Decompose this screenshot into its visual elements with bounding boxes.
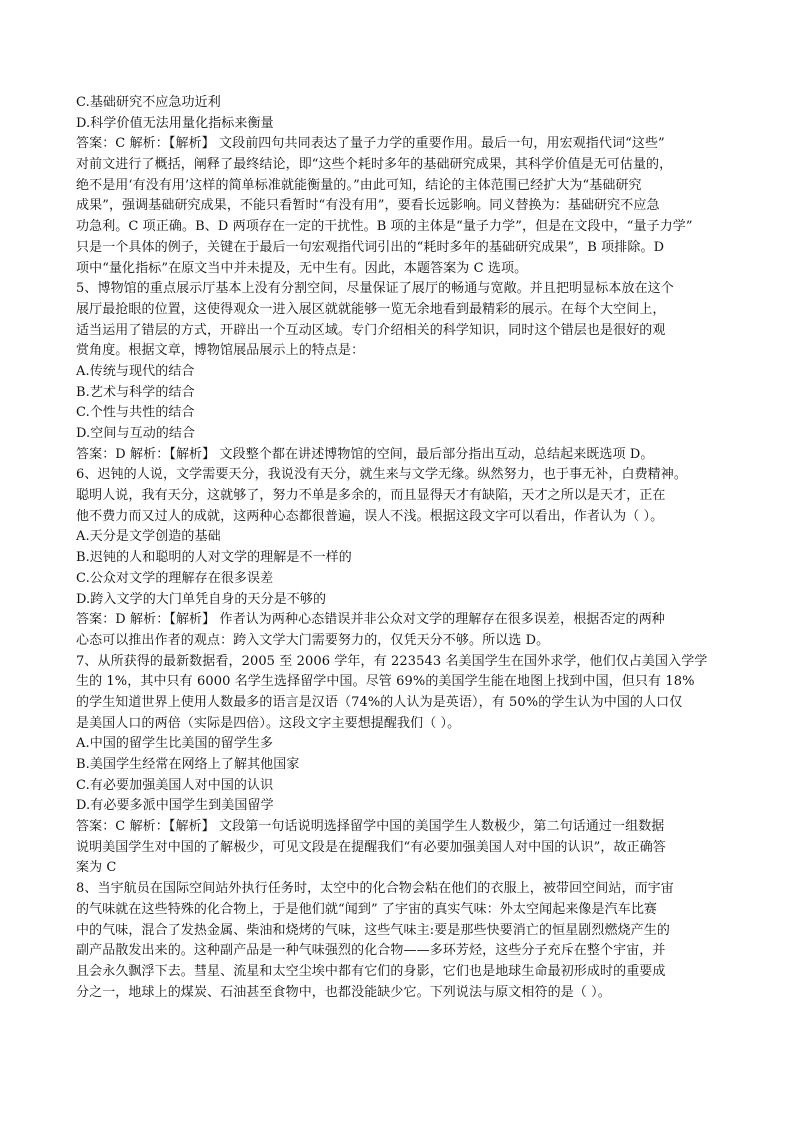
option-a: A.中国的留学生比美国的留学生多 bbox=[76, 736, 274, 752]
answer-line: 绝不是用‘有没有用’这样的简单标准就能衡量的。”由此可知，结论的主体范围已经扩大为“基础研究 bbox=[76, 177, 642, 193]
option-c: C.基础研究不应急功近利 bbox=[76, 95, 221, 110]
question-7-line: 的学生知道世界上使用人数最多的语言是汉语（74%的人认为是英语），有 50%的学生认为中国的人口仅 bbox=[76, 694, 683, 710]
answer-line: 案为 C bbox=[76, 860, 117, 876]
option-b: B.美国学生经常在网络上了解其他国家 bbox=[76, 757, 300, 772]
question-8-line: 副产品散发出来的。这种副产品是一种气味强烈的化合物——多环芳烃，这些分子充斥在整个宇宙，并 bbox=[76, 943, 666, 959]
question-7-line: 是美国人口的两倍（实际是四倍）。这段文字主要想提醒我们（ ）。 bbox=[76, 715, 461, 731]
question-5-line: 适当运用了错层的方式，开辟出一个互动区域。专门介绍相关的科学知识，同时这个错层也是很好的观 bbox=[76, 322, 666, 338]
answer-line: 项中“量化指标”在原文当中并未提及，无中生有。因此，本题答案为 C 选项。 bbox=[76, 260, 528, 276]
answer-line: 答案：C 解析：【解析】 文段前四句共同表达了量子力学的重要作用。最后一句，用宏观指代词“这些” bbox=[76, 136, 665, 152]
question-5-line: 5、博物馆的重点展示厅基本上没有分割空间，尽量保证了展厅的畅通与宽敞。并且把明显标本放在这个 bbox=[76, 281, 674, 297]
question-8-line: 分之一，地球上的煤炭、石油甚至食物中，也都没能缺少它。下列说法与原文相符的是（ ）。 bbox=[76, 984, 611, 1000]
option-c: C.个性与共性的结合 bbox=[76, 405, 195, 421]
answer-line: 只是一个具体的例子，关键在于最后一句宏观指代词引出的“耗时多年的基础研究成果”，B 项排除。D bbox=[76, 239, 665, 255]
option-a: A.传统与现代的结合 bbox=[76, 363, 195, 379]
option-c: C.有必要加强美国人对中国的认识 bbox=[76, 777, 274, 793]
option-a: A.天分是文学创造的基础 bbox=[76, 529, 221, 545]
answer-line: 心态可以推出作者的观点：跨入文学大门需要努力的，仅凭天分不够。所以选 D。 bbox=[76, 632, 550, 648]
answer-line: 功急利。C 项正确。B、D 两项存在一定的干扰性。B 项的主体是“量子力学”，但是在文段中，“量子力学” bbox=[76, 219, 693, 235]
question-8-line: 且会永久飘浮下去。彗星、流星和太空尘埃中都有它们的身影，它们也是地球生命最初形成时的重要成 bbox=[76, 963, 666, 979]
answer-line: 成果”，强调基础研究成果，不能只看暂时“有没有用”，要看长远影响。同义替换为：基础研究不应急 bbox=[76, 198, 660, 214]
answer-line: 答案：D 解析：【解析】 文段整个都在讲述博物馆的空间，最后部分指出互动，总结起来既选项 D。 bbox=[76, 446, 654, 462]
option-d: D.跨入文学的大门单凭自身的天分是不够的 bbox=[76, 591, 327, 607]
answer-line: 答案：C 解析：【解析】 文段第一句话说明选择留学中国的美国学生人数极少，第二句话通过一组数据 bbox=[76, 819, 665, 835]
option-c: C.公众对文学的理解存在很多误差 bbox=[76, 570, 274, 586]
option-b: B.艺术与科学的结合 bbox=[76, 384, 195, 400]
question-6-line: 聪明人说，我有天分，这就够了，努力不单是多余的，而且显得天才有缺陷，天才之所以是天才，正在 bbox=[76, 488, 666, 504]
question-8-line: 中的气味，混合了发热金属、柴油和烧烤的气味，这些气味主:要是那些快要消亡的恒星剧烈燃烧产生的 bbox=[76, 922, 670, 938]
question-5-line: 赏角度。根据文章，博物馆展品展示上的特点是： bbox=[76, 343, 365, 359]
option-d: D.有必要多派中国学生到美国留学 bbox=[76, 798, 274, 814]
option-d: D.科学价值无法用量化指标来衡量 bbox=[76, 115, 274, 131]
answer-line: 答案：D 解析：【解析】 作者认为两种心态错误并非公众对文学的理解存在很多误差，根据否定的两种 bbox=[76, 612, 665, 628]
answer-line: 对前文进行了概括，阐释了最终结论，即“这些个耗时多年的基础研究成果，其科学价值是无可估量的， bbox=[76, 157, 673, 173]
option-d: D.空间与互动的结合 bbox=[76, 426, 196, 441]
question-7-line: 生的 1%，其中只有 6000 名学生选择留学中国。尽管 69%的美国学生能在地图上找到中国，但只有 18% bbox=[76, 674, 695, 690]
option-b: B.迟钝的人和聪明的人对文学的理解是不一样的 bbox=[76, 550, 352, 566]
question-5-line: 展厅最抢眼的位置，这使得观众一进入展区就就能够一览无余地看到最精彩的展示。在每个大空间上， bbox=[76, 301, 666, 317]
answer-line: 说明美国学生对中国的了解极少，可见文段是在提醒我们“有必要加强美国人对中国的认识”，故正确答 bbox=[76, 839, 666, 855]
question-7-line: 7、从所获得的最新数据看，2005 至 2006 学年，有 223543 名美国学生在国外求学，他们仅占美国入学学 bbox=[76, 653, 708, 669]
document-text bbox=[76, 93, 728, 1003]
question-6-line: 6、迟钝的人说，文学需要天分，我说没有天分，就生来与文学无缘。纵然努力，也于事无补，白费精神。 bbox=[76, 467, 687, 483]
question-6-line: 他不费力而又过人的成就，这两种心态都很普遍，误人不浅。根据这段文字可以看出，作者认为（ ）。 bbox=[76, 508, 664, 524]
question-8-line: 8、当宇航员在国际空间站外执行任务时，太空中的化合物会粘在他们的衣服上，被带回空间站，而宇宙 bbox=[76, 881, 674, 897]
question-8-line: 的气味就在这些特殊的化合物上，于是他们就“闻到” 了宇宙的真实气味：外太空闻起来像是汽车比赛 bbox=[76, 901, 658, 917]
